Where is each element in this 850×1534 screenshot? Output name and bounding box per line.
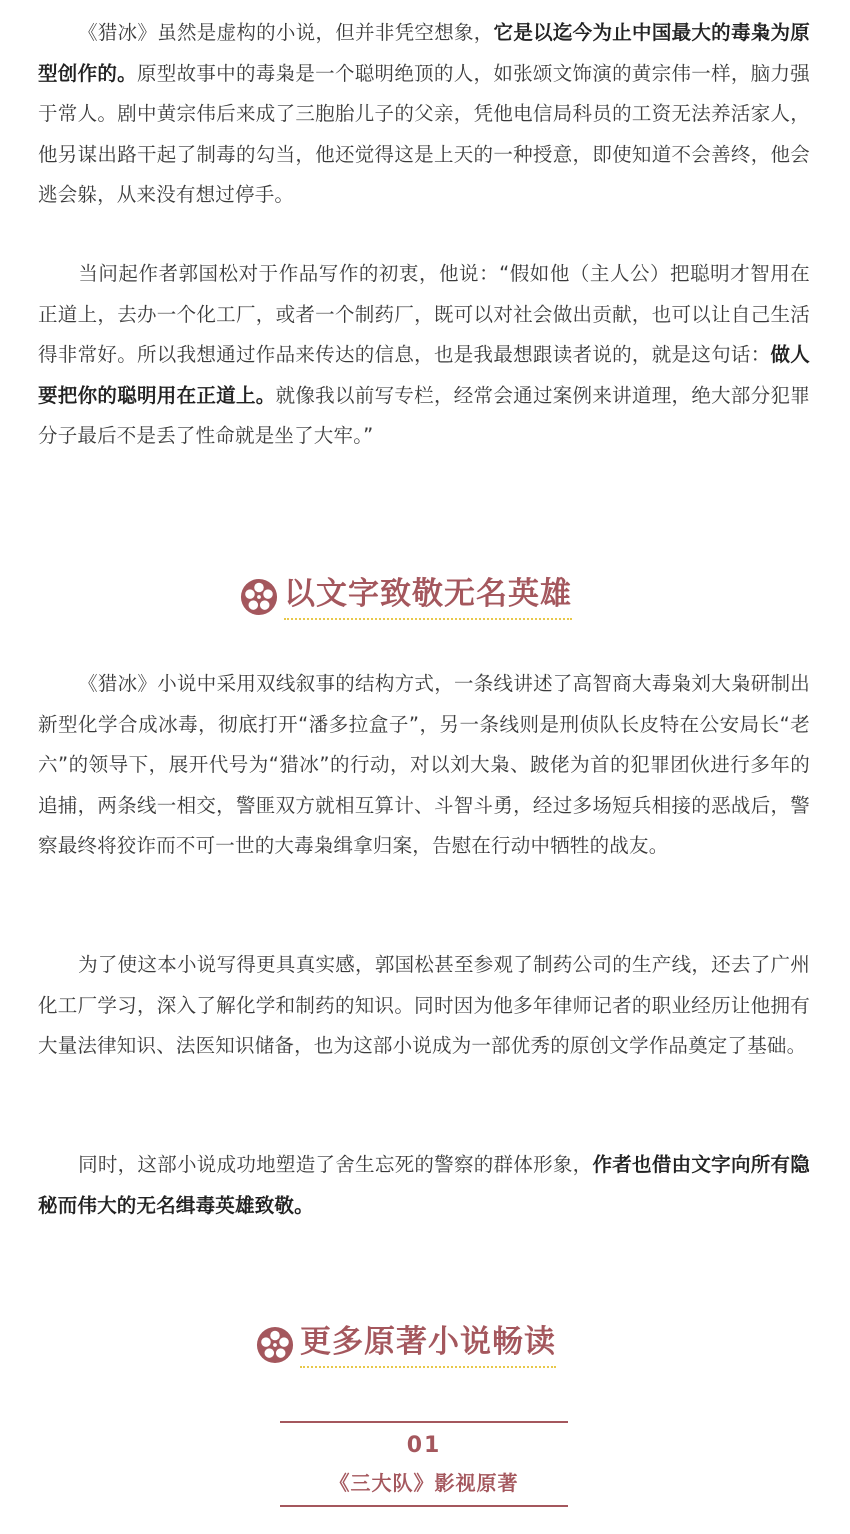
paragraph-text: 《猎冰》虽然是虚构的小说，但并非凭空想象， — [78, 21, 494, 44]
paragraph-text: 就像我以前写专栏，经常会通过案例来讲道理，绝大部分犯罪分子最后不是丢了性命就是坐了大牢。” — [38, 383, 811, 447]
card-number: 01 — [406, 1433, 442, 1458]
paragraph-4 — [38, 945, 810, 1067]
section-heading-2 — [256, 1322, 556, 1368]
card-caption[interactable]: 《三大队》影视原著 — [329, 1471, 519, 1495]
section-title: 以文字致敬无名英雄 — [284, 574, 572, 620]
paragraph-text: 当问起作者郭国松对于作品写作的初衷，他说：“假如他（主人公）把聪明才智用在正道上，去办一个化工厂，或者一个制药厂，既可以对社会做出贡献，也可以让自己生活得非常好。所以我想通过作品来传达的信息，也是我最想跟读者说的，就是这句话： — [38, 262, 810, 366]
paragraph-5 — [38, 1145, 810, 1226]
paragraph-bold: 它是以迄今为止中国最大的毒枭为原型创作的。 — [38, 21, 811, 85]
film-reel-icon — [256, 1326, 294, 1364]
film-reel-icon — [240, 578, 278, 616]
paragraph-text: 原型故事中的毒枭是一个聪明绝顶的人，如张颂文饰演的黄宗伟一样，脑力强于常人。剧中黄宗伟后来成了三胞胎儿子的父亲，凭他电信局科员的工资无法养活家人，他另谋出路干起了制毒的勾当，他还觉得这是上天的一种授意，即使知道不会善终，他会逃会躲，从来没有想过停手。 — [38, 61, 810, 206]
section-heading-1 — [240, 574, 572, 620]
paragraph-bold: 做人要把你的聪明用在正道上。 — [38, 343, 810, 407]
paragraph-text: 同时，这部小说成功地塑造了舍生忘死的警察的群体形象， — [78, 1153, 593, 1176]
paragraph-1 — [38, 13, 810, 216]
paragraph-2 — [38, 254, 810, 457]
section-title: 更多原著小说畅读 — [300, 1322, 556, 1368]
paragraph-text: 《猎冰》小说中采用双线叙事的结构方式，一条线讲述了高智商大毒枭刘大枭研制出新型化学合成冰毒，彻底打开“潘多拉盒子”，另一条线则是刑侦队长皮特在公安局长“老六”的领导下，展开代号为“猎冰”的行动，对以刘大枭、跛佬为首的犯罪团伙进行多年的追捕，两条线一相交，警匪双方就相互算计、斗智斗勇，经过多场短兵相接的恶战后，警察最终将狡诈而不可一世的大毒枭缉拿归案，告慰在行动中牺牲的战友。 — [38, 672, 810, 857]
novel-link-card[interactable] — [280, 1421, 568, 1507]
paragraph-text: 为了使这本小说写得更具真实感，郭国松甚至参观了制药公司的生产线，还去了广州化工厂学习，深入了解化学和制药的知识。同时因为他多年律师记者的职业经历让他拥有大量法律知识、法医知识储备，也为这部小说成为一部优秀的原创文学作品奠定了基础。 — [38, 953, 810, 1057]
card-top-divider — [280, 1421, 568, 1423]
card-bottom-divider — [280, 1505, 568, 1507]
paragraph-3 — [38, 664, 810, 867]
paragraph-bold: 作者也借由文字向所有隐秘而伟大的无名缉毒英雄致敬。 — [38, 1153, 811, 1217]
